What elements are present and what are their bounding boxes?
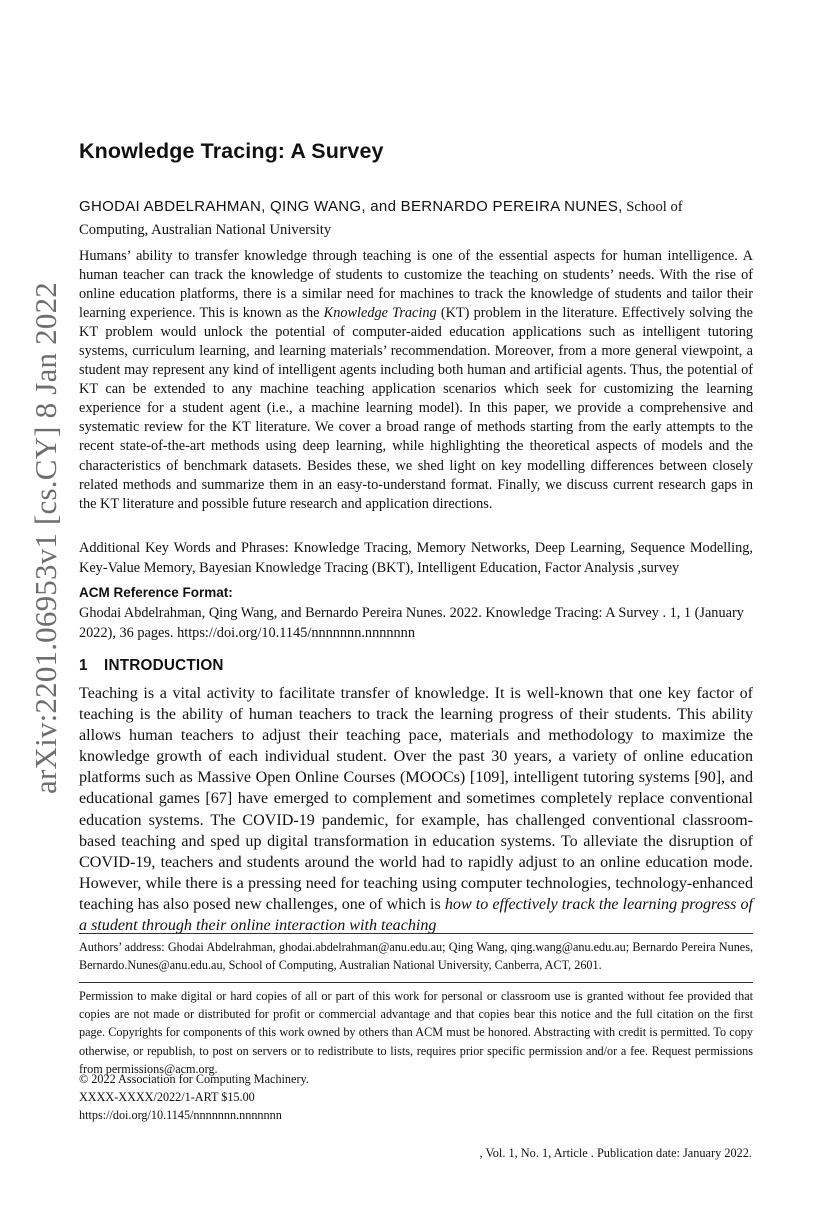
- permission-notice: Permission to make digital or hard copies of all or part of this work for personal or classroom use is granted without fee provided that copies are not made or distributed for profit or commercial advantage and that copies bear this notice and the full citation on the first page. Copyrights for components of this work owned by others than ACM must be honored. Abstracting with credit is permitted. To copy otherwise, or republish, to post on servers or to redistribute to lists, requires prior specific permission and/or a fee. Request permissions from permissions@acm.org.: [79, 989, 753, 1076]
- section-title: INTRODUCTION: [104, 657, 224, 674]
- author-names: GHODAI ABDELRAHMAN, QING WANG, and BERNARDO PEREIRA NUNES,: [79, 198, 623, 215]
- footnote-divider: [79, 933, 753, 934]
- keywords: Additional Key Words and Phrases: Knowledge Tracing, Memory Networks, Deep Learning, Sequence Modelling, Key-Value Memory, Bayesian Knowledge Tracing (BKT), Intelligent Education, Factor Analysis ,survey: [79, 540, 753, 576]
- intro-italic: how to effectively track the learning progress of a student through their online interaction with teaching: [79, 895, 753, 935]
- authors-address: Authors’ address: Ghodai Abdelrahman, ghodai.abdelrahman@anu.edu.au; Qing Wang, qing.wang@anu.edu.au; Bernardo Pereira Nunes, Bernardo.Nunes@anu.edu.au, School of Computing, Australian National University, Canberra, ACT, 2601.: [79, 940, 753, 973]
- abstract-part-1: Humans’ ability to transfer knowledge through teaching is one of the essential aspects for human intelligence. A human teacher can track the knowledge of students to customize the teaching on students’ needs. With the rise of online education platforms, there is a similar need for machines to track the knowledge of students and tailor their learning experience. This is known as the: [79, 248, 753, 322]
- acm-reference-text: Ghodai Abdelrahman, Qing Wang, and Bernardo Pereira Nunes. 2022. Knowledge Tracing: A Survey . 1, 1 (January 2022), 36 pages. https://doi.org/10.1145/nnnnnnn.nnnnnnn: [79, 605, 744, 641]
- article-code: XXXX-XXXX/2022/1-ART $15.00: [79, 1090, 255, 1105]
- author-block: [79, 195, 753, 242]
- intro-text: Teaching is a vital activity to facilitate transfer of knowledge. It is well-known that one key factor of teaching is the ability of human teachers to track the learning progress of their students. This ability allows human teachers to adjust their teaching pace, materials and methodology to maximize the knowledge growth of each individual student. Over the past 30 years, a variety of online education platforms such as Massive Open Online Courses (MOOCs) [109], intelligent tutoring systems [90], and educational games [67] have emerged to complement and sometimes completely replace conventional education systems. The COVID-19 pandemic, for example, has challenged conventional classroom-based teaching and sped up digital transformation in education systems. To alleviate the disruption of COVID-19, teachers and students around the world had to rapidly adjust to an online education mode. However, while there is a pressing need for teaching using computer technologies, technology-enhanced teaching has also posed new challenges, one of which is: [79, 685, 753, 913]
- section-number: 1: [79, 657, 88, 674]
- abstract-term: Knowledge Tracing: [323, 305, 437, 322]
- copyright-line: © 2022 Association for Computing Machinery.: [79, 1072, 309, 1086]
- abstract: [79, 247, 753, 514]
- publication-info: , Vol. 1, No. 1, Article . Publication date: January 2022.: [479, 1146, 752, 1160]
- section-heading: [79, 657, 753, 675]
- arxiv-identifier: arXiv:2201.06953v1 [cs.CY] 8 Jan 2022: [28, 281, 64, 794]
- acm-reference-heading: ACM Reference Format:: [79, 585, 233, 600]
- paper-title: Knowledge Tracing: A Survey: [79, 139, 384, 163]
- arxiv-sidebar: [20, 250, 72, 825]
- permission-divider: [79, 982, 753, 983]
- doi-link: https://doi.org/10.1145/nnnnnnn.nnnnnnn: [79, 1108, 282, 1123]
- abstract-part-2: (KT) problem in the literature. Effectively solving the KT problem would unlock the potential of computer-aided education applications such as intelligent tutoring systems, curriculum learning, and learning materials’ recommendation. Moreover, from a more general viewpoint, a student may represent any kind of intelligent agents including both human and artificial agents. Thus, the potential of KT can be extended to any machine teaching application scenarios which seek for customizing the learning experience for a student agent (i.e., a machine learning model). In this paper, we provide a comprehensive and systematic review for the KT literature. We cover a broad range of methods starting from the early attempts to the recent state-of-the-art methods using deep learning, while highlighting the theoretical aspects of models and the characteristics of benchmark datasets. Besides these, we shed light on key modelling differences between closely related methods and summarize them in an easy-to-understand format. Finally, we discuss current research gaps in the KT literature and possible future research and application directions.: [79, 305, 753, 512]
- copyright-block: [79, 1070, 753, 1125]
- author-affiliation: School of Computing, Australian National University: [79, 199, 683, 238]
- introduction-paragraph: [79, 683, 753, 936]
